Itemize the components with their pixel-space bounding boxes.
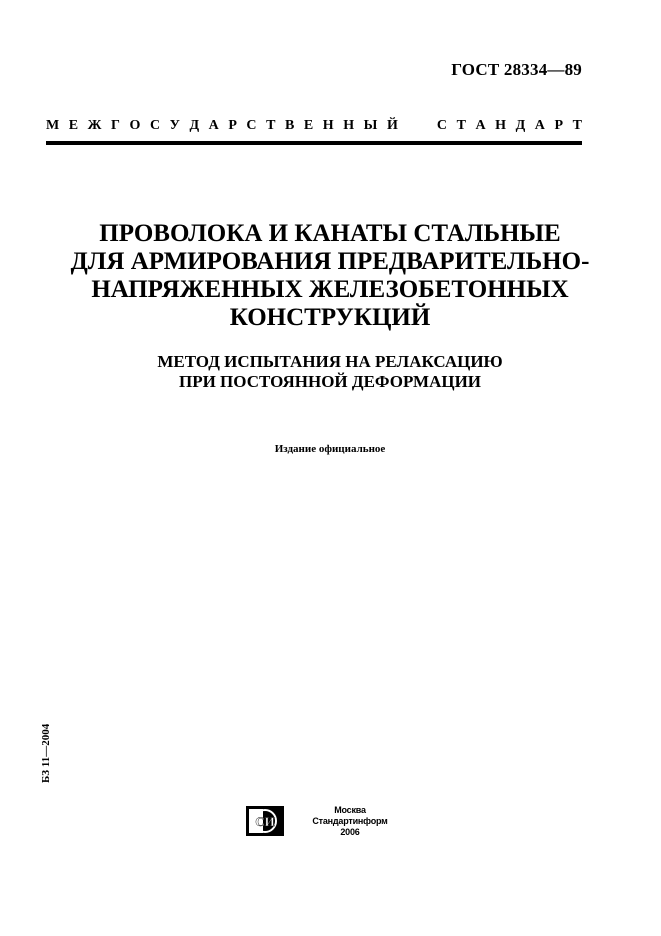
heading-letter: М [46, 118, 60, 133]
title-line: КОНСТРУКЦИЙ [229, 304, 431, 331]
gost-number: ГОСТ 28334—89 [451, 60, 582, 79]
heading-letter: Т [456, 118, 466, 133]
publisher-city: Москва [334, 805, 366, 815]
publisher-block [300, 805, 400, 838]
heading-letter: Т [266, 118, 276, 133]
heading-letter: С [246, 118, 257, 133]
heading-letter: А [534, 118, 545, 133]
document-subtitle [30, 352, 630, 392]
heading-letter: Н [322, 118, 334, 133]
heading-letter: Е [303, 118, 314, 133]
heading-letter: Р [228, 118, 237, 133]
edition-label: Издание официальное [274, 443, 386, 455]
heading-letter: А [475, 118, 486, 133]
heading-letter: Ы [363, 118, 378, 133]
heading-letter: Ж [87, 118, 102, 133]
document-title [30, 220, 630, 332]
publisher-year: 2006 [340, 827, 360, 837]
heading-letter: С [436, 118, 448, 133]
standartinform-logo-icon [246, 806, 284, 836]
title-line: НАПРЯЖЕННЫХ ЖЕЛЕЗОБЕТОННЫХ [91, 276, 569, 303]
heading-letter: Е [68, 118, 79, 133]
heading-letter: Р [554, 118, 564, 133]
heading-letter: В [284, 118, 295, 133]
subtitle-line: МЕТОД ИСПЫТАНИЯ НА РЕЛАКСАЦИЮ [157, 352, 503, 371]
heading-letter: Д [515, 118, 526, 133]
title-line: ДЛЯ АРМИРОВАНИЯ ПРЕДВАРИТЕЛЬНО- [70, 248, 590, 275]
logo-text: СИ [255, 814, 275, 829]
interstate-standard-heading [46, 118, 582, 134]
heading-letter: О [129, 118, 141, 133]
heading-letter: Н [495, 118, 507, 133]
side-code: БЗ 11—2004 [40, 723, 52, 783]
heading-rule [46, 141, 582, 145]
heading-letter: А [208, 118, 219, 133]
title-line: ПРОВОЛОКА И КАНАТЫ СТАЛЬНЫЕ [99, 220, 561, 247]
subtitle-line: ПРИ ПОСТОЯННОЙ ДЕФОРМАЦИИ [178, 372, 482, 391]
heading-letter: Т [572, 118, 582, 133]
heading-letter: Й [386, 118, 398, 133]
publisher-name: Стандартинформ [312, 816, 388, 826]
heading-letter: Г [111, 118, 120, 133]
heading-letter: Н [343, 118, 355, 133]
heading-letter: С [149, 118, 161, 133]
heading-letter: Д [189, 118, 200, 133]
heading-letter: У [169, 118, 180, 133]
